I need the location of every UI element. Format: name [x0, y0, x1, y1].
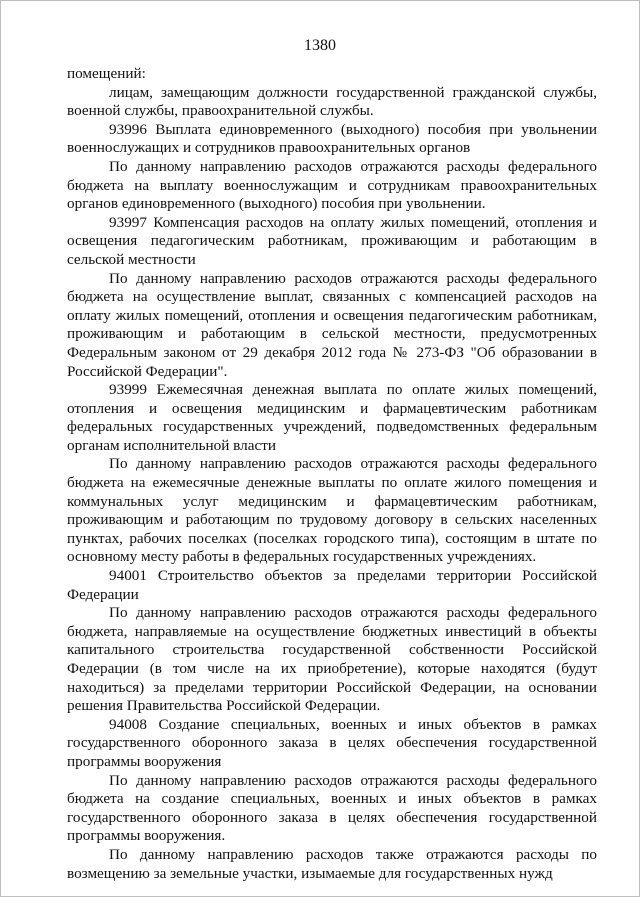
paragraph: По данному направлению расходов отражаются расходы федерального бюджета на ежемесячные денежные выплаты по оплате жилого помещения и коммунальных услуг медицинским и фармацевтическим работникам, проживающим и работающим по трудовому договору в сельских населенных пунктах, рабочих поселках (поселках городского типа), состоящим в штате по основному месту работы в федеральных государственных учреждениях. [67, 455, 597, 566]
document-body [67, 65, 597, 883]
paragraph: По данному направлению расходов отражаются расходы федерального бюджета на создание специальных, военных и иных объектов в рамках государственного оборонного заказа в целях обеспечения государственной программы вооружения. [67, 771, 597, 845]
section-heading-93996: 93996 Выплата единовременного (выходного) пособия при увольнении военнослужащих и сотрудников правоохранительных органов [67, 120, 597, 157]
paragraph: По данному направлению расходов отражаются расходы федерального бюджета на осуществление выплат, связанных с компенсацией расходов на оплату жилых помещений, отопления и освещения педагогическим работникам, проживающим и работающим в сельской местности, предусмотренных Федеральным законом от 29 декабря 2012 года № 273-ФЗ "Об образовании в Российской Федерации". [67, 269, 597, 380]
paragraph: По данному направлению расходов отражаются расходы федерального бюджета, направляемые на осуществление бюджетных инвестиций в объекты капитального строительства государственной собственности Российской Федерации (в том числе на их приобретение), которые находятся (будут находиться) за пределами территории Российской Федерации, на основании решения Правительства Российской Федерации. [67, 604, 597, 715]
section-heading-93997: 93997 Компенсация расходов на оплату жилых помещений, отопления и освещения педагогическим работникам, проживающим и работающим в сельской местности [67, 213, 597, 268]
section-heading-94001: 94001 Строительство объектов за пределами территории Российской Федерации [67, 567, 597, 603]
section-heading-93999: 93999 Ежемесячная денежная выплата по оплате жилых помещений, отопления и освещения медицинским и фармацевтическим работникам федеральных государственных учреждений, подведомственных федеральным органам исполнительной власти [67, 381, 597, 454]
paragraph: По данному направлению расходов также отражаются расходы по возмещению за земельные участки, изымаемые для государственных нужд [67, 845, 597, 882]
paragraph: По данному направлению расходов отражаются расходы федерального бюджета на выплату военнослужащим и сотрудникам правоохранительных органов единовременного (выходного) пособия при увольнении. [67, 157, 597, 213]
section-heading-94008: 94008 Создание специальных, военных и иных объектов в рамках государственного оборонного заказа в целях обеспечения государственной программы вооружения [67, 715, 597, 770]
page-number: 1380 [304, 37, 336, 54]
paragraph: лицам, замещающим должности государственной гражданской службы, военной службы, правоохранительной службы. [67, 83, 597, 120]
paragraph: помещений: [67, 65, 146, 82]
